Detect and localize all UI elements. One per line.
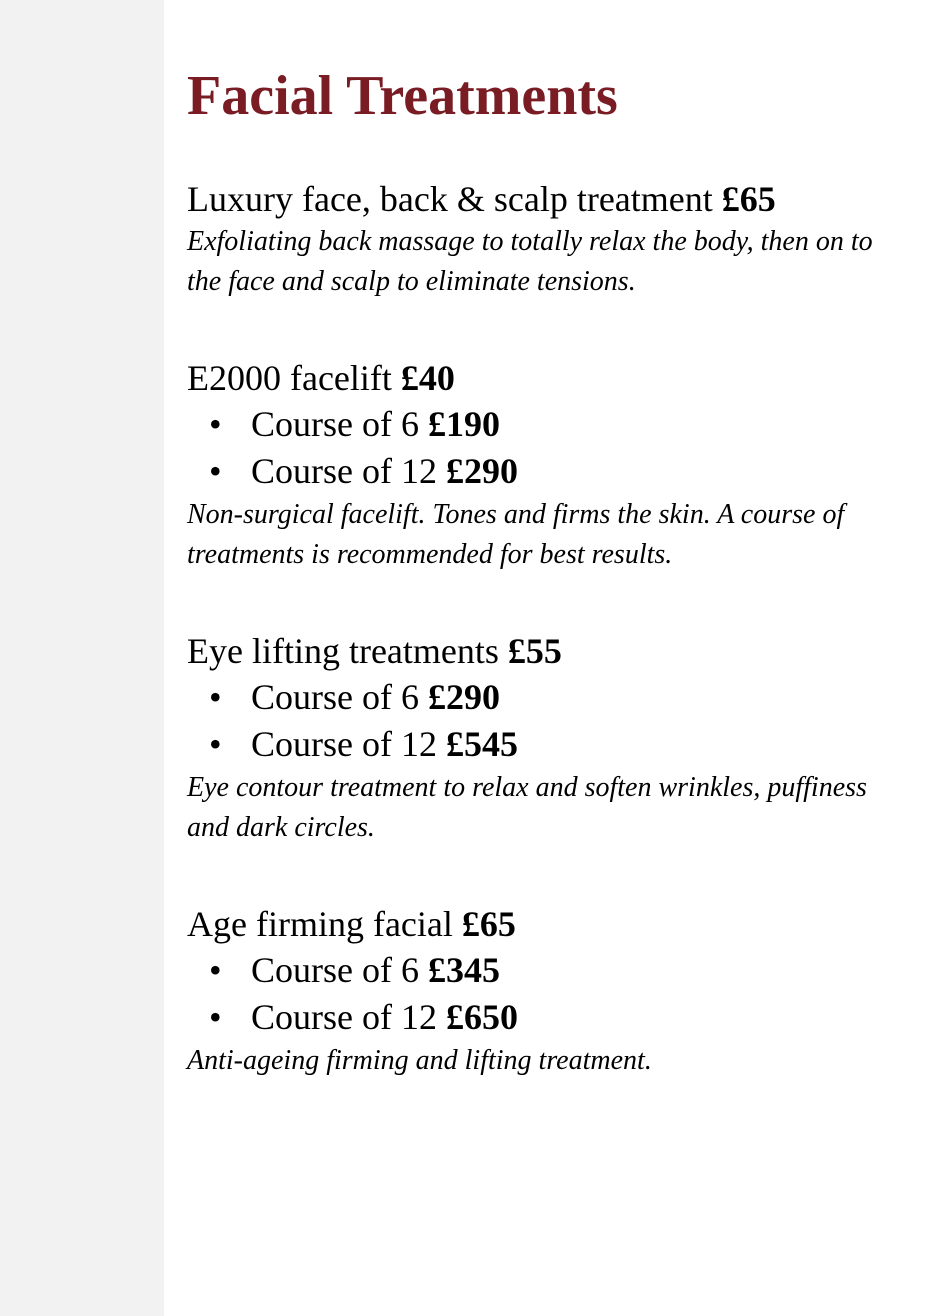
course-label: Course of 12 [251, 724, 437, 764]
course-list [187, 674, 907, 768]
left-sidebar-panel [0, 0, 164, 1316]
course-item [187, 947, 907, 994]
treatment-description: Non-surgical facelift. Tones and firms the skin. A course of treatments is recommended for best results. [187, 499, 845, 570]
treatment-age-firming-facial [187, 901, 907, 1081]
treatment-name: Luxury face, back & scalp treatment [187, 179, 713, 219]
course-list [187, 947, 907, 1041]
treatment-name: Age firming facial [187, 904, 453, 944]
course-price: £650 [445, 997, 518, 1037]
treatment-name: E2000 facelift [187, 358, 392, 398]
course-label: Course of 12 [251, 451, 437, 491]
treatment-description: Exfoliating back massage to totally relax the body, then on to the face and scalp to eliminate tensions. [187, 226, 873, 297]
course-price: £290 [445, 451, 518, 491]
treatment-price: £40 [400, 358, 455, 398]
course-item [187, 674, 907, 721]
bullet-icon: • [209, 677, 222, 717]
bullet-icon: • [209, 724, 222, 764]
treatment-heading [187, 628, 907, 674]
course-price: £345 [427, 950, 500, 990]
treatment-price: £55 [507, 631, 562, 671]
treatment-name: Eye lifting treatments [187, 631, 499, 671]
bullet-icon: • [209, 451, 222, 491]
course-price: £290 [427, 677, 500, 717]
course-label: Course of 6 [251, 677, 419, 717]
treatment-heading [187, 176, 907, 222]
price-list-content [187, 0, 907, 1081]
treatment-eye-lifting [187, 628, 907, 848]
course-item [187, 721, 907, 768]
bullet-icon: • [209, 950, 222, 990]
treatment-description: Anti-ageing firming and lifting treatment. [187, 1045, 652, 1076]
bullet-icon: • [209, 997, 222, 1037]
treatment-heading [187, 355, 907, 401]
treatment-price: £65 [461, 904, 516, 944]
course-item [187, 994, 907, 1041]
course-price: £545 [445, 724, 518, 764]
course-item [187, 448, 907, 495]
treatment-price: £65 [721, 179, 776, 219]
page-title: Facial Treatments [187, 65, 618, 127]
course-list [187, 401, 907, 495]
course-label: Course of 12 [251, 997, 437, 1037]
bullet-icon: • [209, 404, 222, 444]
treatment-luxury-face-back-scalp [187, 176, 907, 302]
course-label: Course of 6 [251, 950, 419, 990]
treatment-description: Eye contour treatment to relax and soften wrinkles, puffiness and dark circles. [187, 772, 867, 843]
treatment-e2000-facelift [187, 355, 907, 575]
treatment-heading [187, 901, 907, 947]
course-price: £190 [427, 404, 500, 444]
course-item [187, 401, 907, 448]
course-label: Course of 6 [251, 404, 419, 444]
